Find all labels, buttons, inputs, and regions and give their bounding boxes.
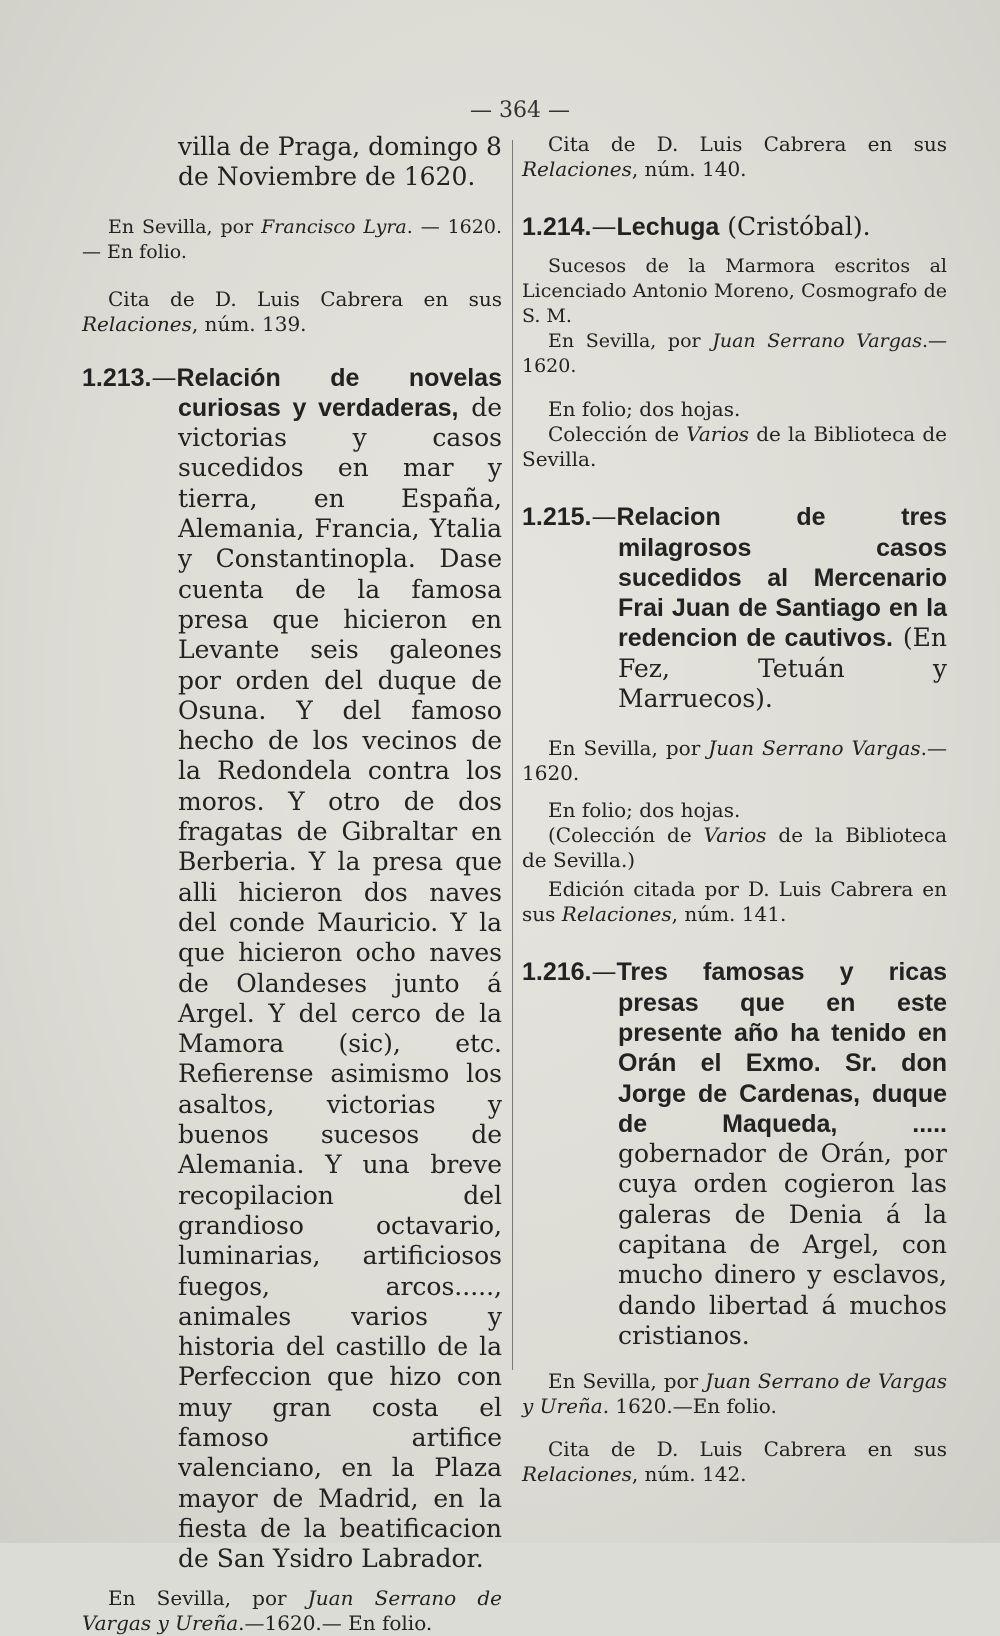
collection-name: Varios	[703, 823, 767, 848]
entry-number: 1.213.	[82, 363, 152, 392]
citation-work: Relaciones	[82, 311, 192, 336]
citation-work: Relaciones	[522, 157, 632, 181]
citation-work: Relaciones	[522, 1462, 632, 1487]
entry-number: 1.214.	[522, 213, 592, 241]
entry-number: 1.216.	[522, 958, 592, 987]
imprint-1212: En Sevilla, por Francisco Lyra. — 1620.— En folio.	[82, 215, 502, 263]
entry-number: 1.215.	[522, 503, 592, 532]
entry-1214: 1.214.—Lechuga (Cristóbal).	[522, 212, 871, 241]
entry-title: Lechuga	[616, 213, 720, 241]
entry-1213: 1.213.—Relación de novelas curiosas y verdaderas, de victorias y casos sucedidos en mar y tierra, en España, Alemania, Francia, Ytalia y Constantinopla. Dase cuenta de la famosa presa que hicieron en Levante seis galeones por orden del duque de Osuna. Y del famoso hecho de los vecinos de la Redondela contra los moros. Y otro de dos fragatas de Gibraltar en Berberia. Y la presa que alli hicieron dos naves del conde Mauricio. Y la que hicieron ocho naves de Olandeses junto á Argel. Y del cerco de la Mamora (sic), etc. Refierense asimismo los asaltos, victorias y buenos sucesos de Alemania. Y una breve recopilacion del grandioso octavario, luminarias, artificiosos fuegos, arcos....., animales varios y historia del castillo de la Perfeccion que hizo con muy gran costa el famoso artifice valenciano, en la Plaza mayor de Madrid, en la fiesta de la beatificacion de San Ysidro Labrador.	[82, 362, 502, 1574]
entry-title: Relacion de tres milagrosos casos sucedidos al Mercenario Frai Juan de Santiago en la redencion de cautivos.	[616, 503, 947, 653]
imprint-1213: En Sevilla, por Juan Serrano de Vargas y Ureña.—1620.— En folio.	[82, 1586, 503, 1636]
page-number: — 364 —	[470, 98, 570, 123]
entry-1215: 1.215.—Relacion de tres milagrosos casos sucedidos al Mercenario Frai Juan de Santiago en la redencion de cautivos. (En Fez, Tetuán y Marruecos).	[522, 502, 947, 714]
entry-title: Tres famosas y ricas presas que en este presente año ha tenido en Orán el Exmo. Sr. don Jorge de Cardenas, duque de Maqueda, .....	[616, 958, 947, 1138]
printer-name: Juan Serrano Vargas	[708, 736, 921, 761]
edition-note-1215: Edición citada por D. Luis Cabrera en sus Relaciones, núm. 141.	[522, 877, 947, 927]
entry-1214-subtitle: Sucesos de la Marmora escritos al Licenciado Antonio Moreno, Cosmografo de S. M.	[522, 255, 947, 328]
entry-description: de victorias y casos sucedidos en mar y tierra, en España, Alemania, Francia, Ytalia y Constantinopla. Dase cuenta de la famosa presa que hicieron en Levante seis galeones por orden del duque de Osuna. Y del famoso hecho de los vecinos de la Redondela contra los moros. Y otro de dos fragatas de Gibraltar en Berberia. Y la presa que alli hicieron dos naves del conde Mauricio. Y la que hicieron ocho naves de Olandeses junto á Argel. Y del cerco de la Mamora (sic), etc. Refierense asimismo los asaltos, victorias y buenos sucesos de Alemania. Y una breve recopilacion del grandioso octavario, luminarias, artificiosos fuegos, arcos....., animales varios y historia del castillo de la Perfeccion que hizo con muy gran costa el famoso artifice valenciano, en la Plaza mayor de Madrid, en la fiesta de la beatificacion de San Ysidro Labrador.	[178, 392, 502, 1574]
citation-1212: Cita de D. Luis Cabrera en sus Relaciones, núm. 139.	[82, 286, 502, 336]
right-column	[522, 132, 947, 1487]
citation-1212-cont: Cita de D. Luis Cabrera en sus Relaciones, núm. 140.	[522, 132, 947, 181]
citation-1216: Cita de D. Luis Cabrera en sus Relaciones, núm. 142.	[522, 1437, 947, 1487]
collection-name: Varios	[686, 422, 750, 447]
column-divider	[512, 140, 513, 1370]
printer-name: Juan Serrano de Vargas y Ureña	[522, 1369, 948, 1419]
entry-title: Relación de novelas curiosas y verdaderas,	[176, 363, 502, 422]
printer-name: Juan Serrano de Vargas y Ureña	[82, 1586, 503, 1636]
continued-title-text: villa de Praga, domingo 8 de Noviembre de 1620.	[178, 132, 502, 192]
imprint-1214: En Sevilla, por Juan Serrano Vargas.— 1620.	[522, 330, 947, 378]
printer-name: Francisco Lyra	[261, 215, 407, 238]
entry-description: gobernador de Orán, por cuya orden cogieron las galeras de Denia á la capitana de Argel, con mucho dinero y esclavos, dando libertad á muchos cristianos.	[618, 1139, 947, 1350]
citation-work: Relaciones	[561, 902, 672, 927]
format-1215: En folio; dos hojas.	[548, 798, 741, 823]
format-1214: En folio; dos hojas.	[548, 397, 741, 422]
collection-1215: (Colección de Varios de la Biblioteca de Sevilla.)	[522, 823, 948, 873]
imprint-1216: En Sevilla, por Juan Serrano de Vargas y Ureña. 1620.—En folio.	[522, 1369, 948, 1419]
imprint-1215: En Sevilla, por Juan Serrano Vargas.— 1620.	[522, 736, 947, 786]
printer-name: Juan Serrano Vargas	[712, 330, 922, 353]
left-column	[82, 132, 502, 1636]
collection-1214: Colección de Varios de la Biblioteca de Sevilla.	[522, 422, 947, 472]
entry-1216: 1.216.—Tres famosas y ricas presas que en este presente año ha tenido en Orán el Exmo. Sr. don Jorge de Cardenas, duque de Maqueda, ..... gobernador de Orán, por cuya orden cogieron las galeras de Denia á la capitana de Argel, con mucho dinero y esclavos, dando libertad á muchos cristianos.	[522, 957, 947, 1350]
